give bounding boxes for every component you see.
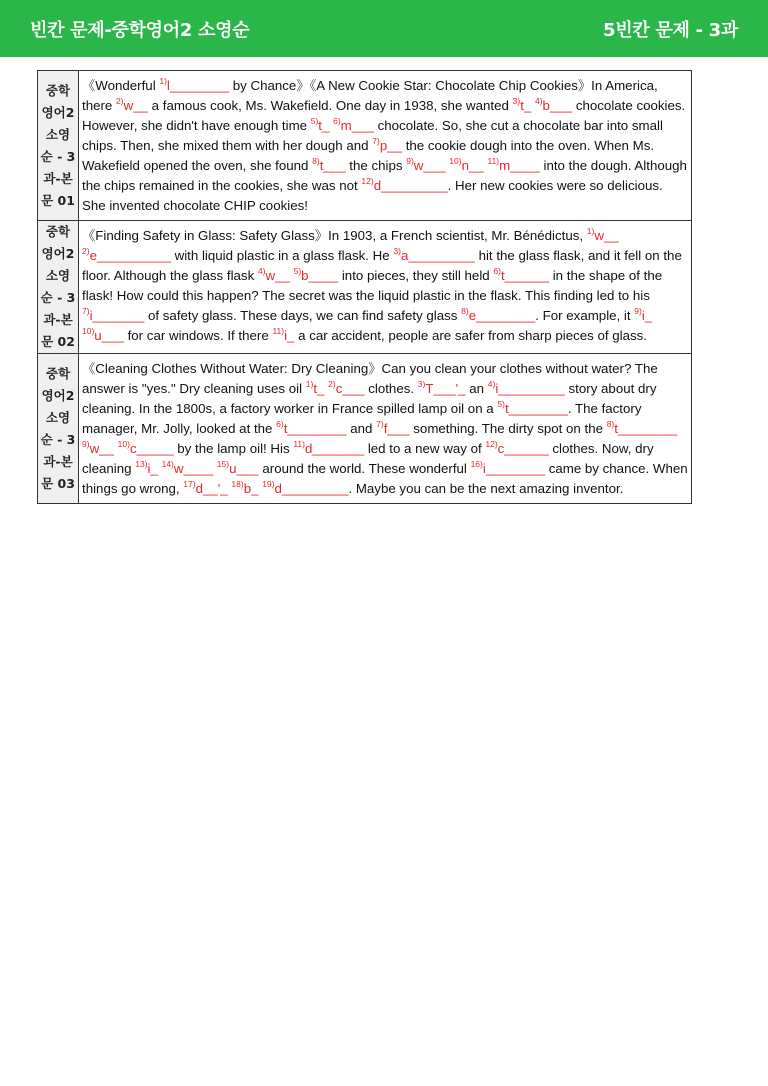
passage-text-segment: the chips (345, 158, 407, 173)
passage-text-segment: hit the glass flask, and it fell on the floor. Although the glass flask (82, 248, 682, 283)
fill-in-blank[interactable] (294, 268, 339, 283)
fill-in-blank[interactable] (372, 138, 402, 153)
exercise-label-line: 순 - 3 (40, 431, 76, 447)
exercise-row (38, 71, 692, 221)
blank-hint: m____ (499, 158, 540, 173)
fill-in-blank[interactable] (361, 178, 447, 193)
fill-in-blank[interactable] (276, 421, 346, 436)
passage-text-segment: a famous cook, Ms. Wakefield. One day in 1938, she wanted (147, 98, 513, 113)
passage-text-segment: the cookie dough into the oven. When Ms. Wakefield opened the oven, she found (82, 138, 655, 173)
blank-hint: w__ (265, 268, 290, 283)
blank-hint: u___ (94, 328, 124, 343)
blank-number: 11) (487, 156, 500, 166)
passage-text (79, 221, 692, 354)
blank-hint: n__ (461, 158, 484, 173)
exercise-label-line: 과-본 (43, 453, 73, 469)
fill-in-blank[interactable] (333, 118, 374, 133)
blank-number: 7) (376, 419, 384, 429)
exercise-label (38, 354, 79, 504)
passage-text-segment: 《Cleaning Clothes Without Water: Dry Cleaning》Can you clean your clothes without water? The answer is "yes." Dry cleaning uses oil (82, 361, 658, 396)
blank-hint: t________ (283, 421, 347, 436)
fill-in-blank[interactable] (471, 461, 545, 476)
blank-hint: d_________ (373, 178, 448, 193)
exercise-table (37, 70, 692, 504)
passage-text (79, 354, 692, 504)
blank-number: 2) (116, 96, 124, 106)
blank-hint: e__________ (89, 248, 171, 263)
fill-in-blank[interactable] (82, 328, 124, 343)
fill-in-blank[interactable] (162, 461, 213, 476)
passage-text-segment: chocolate cookies. However, she didn't have enough time (82, 98, 686, 133)
exercise-label-line: 영어2 (41, 104, 75, 120)
fill-in-blank[interactable] (272, 328, 294, 343)
blank-hint: w__ (594, 228, 619, 243)
exercise-label-line: 소영 (45, 126, 71, 142)
passage-text-segment: led to a new way of (364, 441, 486, 456)
blank-number: 9) (634, 306, 642, 316)
fill-in-blank[interactable] (461, 308, 535, 323)
passage-text-segment: into the dough. Although the chips remained in the cookies, she was not (82, 158, 687, 193)
fill-in-blank[interactable] (116, 98, 148, 113)
fill-in-blank[interactable] (82, 248, 171, 263)
exercise-label-line: 순 - 3 (40, 148, 76, 164)
blank-hint: w__ (123, 98, 148, 113)
blank-number: 13) (135, 459, 148, 469)
blank-hint: i_ (147, 461, 158, 476)
fill-in-blank[interactable] (312, 158, 345, 173)
blank-number: 11) (272, 326, 285, 336)
blank-hint: f___ (383, 421, 410, 436)
exercise-label-line: 중학 (45, 365, 71, 381)
passage-text-segment: a car accident, people are safer from sharp pieces of glass. (294, 328, 648, 343)
blank-number: 1) (586, 226, 595, 236)
blank-hint: t________ (614, 421, 678, 436)
fill-in-blank[interactable] (82, 441, 114, 456)
passage-text-segment: clothes. (364, 381, 418, 396)
fill-in-blank[interactable] (488, 381, 565, 396)
blank-hint: c___ (335, 381, 365, 396)
blank-number: 3) (512, 96, 521, 106)
fill-in-blank[interactable] (497, 401, 567, 416)
blank-number: 2) (328, 379, 336, 389)
fill-in-blank[interactable] (159, 78, 229, 93)
blank-hint: d_______ (304, 441, 365, 456)
blank-number: 12) (361, 176, 374, 186)
blank-number: 1) (159, 76, 167, 86)
blank-hint: w__ (89, 441, 114, 456)
exercise-label-line: 소영 (45, 268, 71, 283)
blank-hint: i_________ (495, 381, 565, 396)
blank-number: 10) (449, 156, 462, 166)
fill-in-blank[interactable] (487, 158, 539, 173)
fill-in-blank[interactable] (376, 421, 409, 436)
exercise-label-line: 영어2 (41, 246, 75, 261)
fill-in-blank[interactable] (262, 481, 348, 496)
blank-hint: e________ (468, 308, 536, 323)
fill-in-blank[interactable] (217, 461, 259, 476)
blank-hint: i_______ (89, 308, 145, 323)
blank-number: 4) (257, 266, 266, 276)
blank-number: 18) (231, 479, 244, 489)
exercise-label-line: 문 03 (41, 475, 75, 491)
blank-number: 6) (333, 116, 341, 126)
fill-in-blank[interactable] (634, 308, 652, 323)
passage-text-segment: for car windows. If there (123, 328, 273, 343)
exercise-label-line: 영어2 (41, 387, 75, 403)
exercise-row (38, 354, 692, 504)
blank-hint: b_ (243, 481, 259, 496)
exercise-label-line: 중학 (45, 224, 71, 239)
blank-number: 8) (461, 306, 469, 316)
passage-text-segment: something. The dirty spot on the (409, 421, 607, 436)
blank-number: 7) (372, 136, 380, 146)
blank-hint: i_ (284, 328, 295, 343)
blank-number: 8) (606, 419, 615, 429)
blank-number: 15) (216, 459, 230, 469)
fill-in-blank[interactable] (406, 158, 445, 173)
passage-text-segment: . Her new cookies were so delicious. She invented chocolate CHIP cookies! (82, 178, 663, 213)
blank-number: 1) (305, 379, 314, 389)
passage-text-segment: chocolate. So, she cut a chocolate bar into small chips. Then, she mixed them with her dough and (82, 118, 663, 153)
blank-hint: u___ (229, 461, 259, 476)
blank-number: 4) (487, 379, 496, 389)
blank-hint: t______ (500, 268, 550, 283)
exercise-label-line: 문 02 (41, 334, 75, 349)
passage-text-segment: by Chance》《A New Cookie Star: Chocolate Chip Cookies》In America, there (82, 78, 658, 113)
blank-hint: a_________ (400, 248, 475, 263)
exercise-label-line: 중학 (45, 82, 71, 98)
fill-in-blank[interactable] (231, 481, 258, 496)
passage-text-segment: into pieces, they still held (338, 268, 494, 283)
fill-in-blank[interactable] (311, 118, 330, 133)
passage-text-segment: 《Wonderful (82, 78, 160, 93)
fill-in-blank[interactable] (328, 381, 364, 396)
blank-number: 2) (82, 246, 90, 256)
fill-in-blank[interactable] (118, 441, 174, 456)
blank-hint: w____ (173, 461, 214, 476)
blank-number: 8) (312, 156, 320, 166)
blank-hint: t_ (318, 118, 330, 133)
passage-text-segment: in the shape of the flask! How could this happen? The secret was the liquid plastic in the flask. This finding led to his (82, 268, 663, 303)
blank-hint: b____ (301, 268, 339, 283)
blank-hint: i________ (482, 461, 545, 476)
blank-number: 3) (417, 379, 426, 389)
page-header (0, 0, 768, 57)
passage-text-segment: story about dry cleaning. In the 1800s, a factory worker in France spilled lamp oil on a (82, 381, 657, 416)
blank-hint: T___'_ (425, 381, 466, 396)
blank-hint: t___ (319, 158, 346, 173)
fill-in-blank[interactable] (258, 268, 290, 283)
exercise-label (38, 221, 79, 354)
blank-number: 19) (262, 479, 275, 489)
blank-number: 6) (493, 266, 501, 276)
passage-text (79, 71, 692, 221)
exercise-label-line: 과-본 (43, 312, 73, 327)
blank-number: 10) (117, 439, 130, 449)
blank-number: 11) (293, 439, 305, 449)
exercise-label-line: 과-본 (43, 170, 73, 186)
exercise-label-line: 소영 (45, 409, 71, 425)
blank-number: 9) (406, 156, 414, 166)
exercise-label-line: 문 01 (41, 192, 75, 208)
exercise-label-line: 순 - 3 (40, 290, 76, 305)
blank-number: 5) (497, 399, 505, 409)
blank-hint: p__ (379, 138, 402, 153)
passage-text-segment: an (465, 381, 488, 396)
worksheet-type-label: 5빈칸 문제 - 3과 (603, 20, 738, 41)
passage-text-segment: and (346, 421, 377, 436)
page-title: 빈칸 문제-중학영어2 소영순 (30, 20, 250, 41)
exercise-row (38, 221, 692, 354)
passage-text-segment: of safety glass. These days, we can find safety glass (144, 308, 462, 323)
blank-number: 9) (82, 439, 90, 449)
fill-in-blank[interactable] (535, 98, 572, 113)
exercise-label (38, 71, 79, 221)
passage-text-segment: . For example, it (535, 308, 635, 323)
blank-number: 5) (310, 116, 319, 126)
fill-in-blank[interactable] (493, 268, 549, 283)
passage-text-segment: . Maybe you can be the next amazing inventor. (348, 481, 624, 496)
blank-hint: b___ (542, 98, 573, 113)
blank-hint: l________ (166, 78, 230, 93)
blank-hint: t_ (520, 98, 532, 113)
blank-number: 14) (161, 459, 174, 469)
passage-text-segment: clothes. Now, dry cleaning (82, 441, 654, 476)
blank-hint: c______ (497, 441, 549, 456)
blank-number: 17) (183, 479, 196, 489)
fill-in-blank[interactable] (449, 158, 483, 173)
passage-text-segment: around the world. These wonderful (258, 461, 471, 476)
blank-hint: t________ (504, 401, 568, 416)
blank-hint: d_________ (274, 481, 349, 496)
blank-number: 7) (82, 306, 90, 316)
blank-hint: m___ (340, 118, 374, 133)
fill-in-blank[interactable] (82, 308, 144, 323)
passage-text-segment: . The factory manager, Mr. Jolly, looked at the (82, 401, 642, 436)
fill-in-blank[interactable] (183, 481, 227, 496)
blank-number: 12) (485, 439, 498, 449)
fill-in-blank[interactable] (418, 381, 466, 396)
fill-in-blank[interactable] (485, 441, 548, 456)
fill-in-blank[interactable] (513, 98, 532, 113)
fill-in-blank[interactable] (293, 441, 364, 456)
fill-in-blank[interactable] (135, 461, 158, 476)
blank-hint: w___ (413, 158, 446, 173)
blank-number: 4) (534, 96, 543, 106)
passage-text-segment: by the lamp oil! His (173, 441, 294, 456)
blank-number: 10) (82, 326, 95, 336)
blank-hint: t_ (313, 381, 325, 396)
fill-in-blank[interactable] (393, 248, 475, 263)
blank-number: 5) (293, 266, 302, 276)
blank-hint: i_ (641, 308, 653, 323)
passage-text-segment: came by chance. When things go wrong, (82, 461, 688, 496)
blank-number: 6) (276, 419, 284, 429)
blank-hint: c_____ (129, 441, 174, 456)
blank-number: 16) (470, 459, 483, 469)
passage-text-segment: 《Finding Safety in Glass: Safety Glass》In 1903, a French scientist, Mr. Bénédictus, (82, 228, 587, 243)
fill-in-blank[interactable] (306, 381, 325, 396)
fill-in-blank[interactable] (607, 421, 677, 436)
passage-text-segment: with liquid plastic in a glass flask. He (170, 248, 394, 263)
blank-number: 3) (393, 246, 401, 256)
blank-hint: d__'_ (195, 481, 228, 496)
fill-in-blank[interactable] (587, 228, 619, 243)
